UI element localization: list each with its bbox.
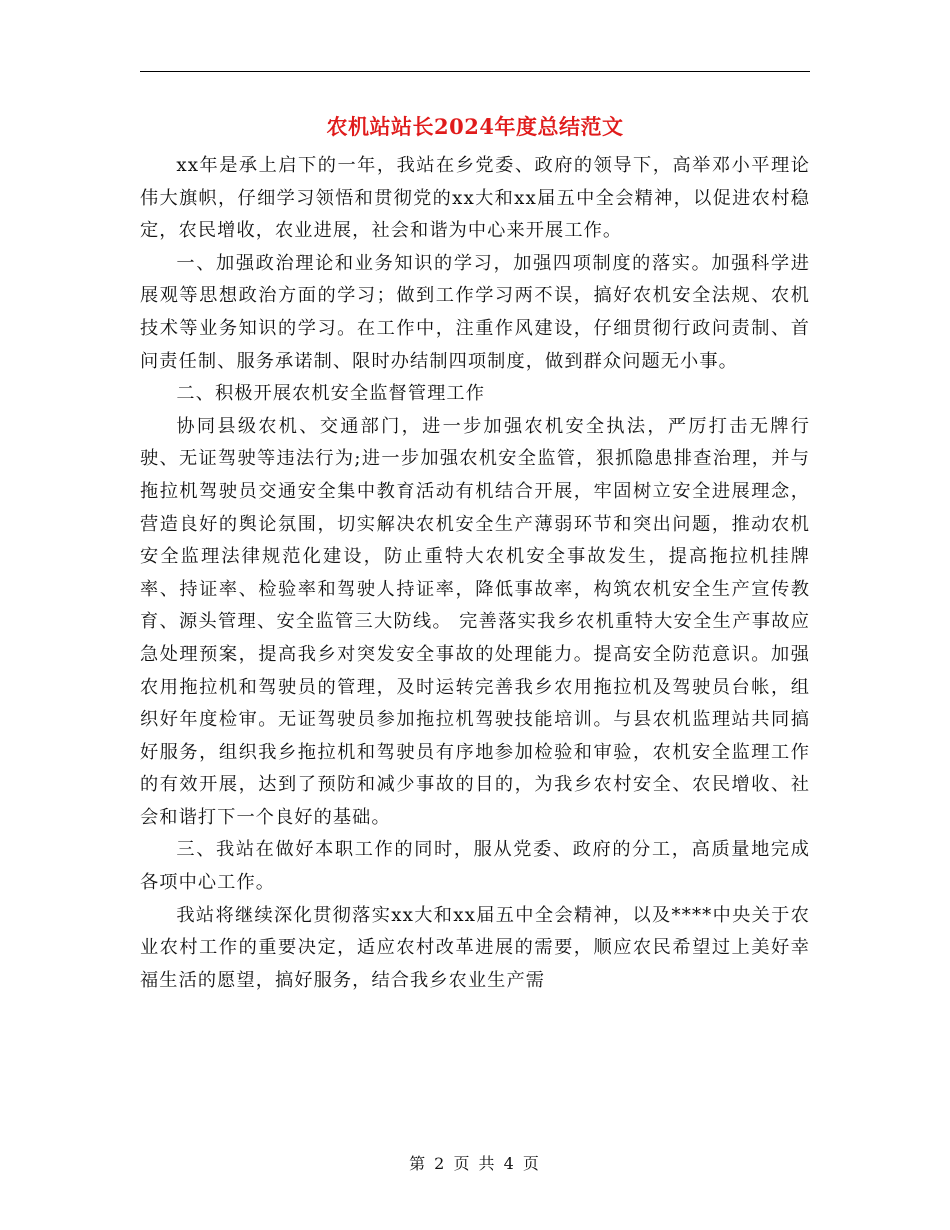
paragraph-intro: xx年是承上启下的一年，我站在乡党委、政府的领导下，高举邓小平理论伟大旗帜，仔细学习领悟和贯彻党的xx大和xx届五中全会精神，以促进农村稳定，农民增收，农业进展，社会和谐为中心来开展工作。 [140, 155, 810, 242]
document-body [140, 150, 810, 997]
paragraph-section-2-heading: 二、积极开展农机安全监督管理工作 [176, 383, 485, 405]
header-rule [140, 71, 810, 72]
paragraph-section-1: 一、加强政治理论和业务知识的学习，加强四项制度的落实。加强科学进展观等思想政治方面的学习；做到工作学习两不误，搞好农机安全法规、农机技术等业务知识的学习。在工作中，注重作风建设，仔细贯彻行政问责制、首问责任制、服务承诺制、限时办结制四项制度，做到群众问题无小事。 [140, 252, 810, 372]
paragraph-section-2-body: 协同县级农机、交通部门，进一步加强农机安全执法，严厉打击无牌行驶、无证驾驶等违法行为;进一步加强农机安全监管，狠抓隐患排查治理，并与拖拉机驾驶员交通安全集中教育活动有机结合开展，牢固树立安全进展理念，营造良好的舆论氛围，切实解决农机安全生产薄弱环节和突出问题，推动农机安全监理法律规范化建设，防止重特大农机安全事故发生，提高拖拉机挂牌率、持证率、检验率和驾驶人持证率，降低事故率，构筑农机安全生产宣传教育、源头管理、安全监管三大防线。 完善落实我乡农机重特大安全生产事故应急处理预案，提高我乡对突发安全事故的处理能力。提高安全防范意识。加强农用拖拉机和驾驶员的管理，及时运转完善我乡农用拖拉机及驾驶员台帐，组织好年度检审。无证驾驶员参加拖拉机驾驶技能培训。与县农机监理站共同搞好服务，组织我乡拖拉机和驾驶员有序地参加检验和审验，农机安全监理工作的有效开展，达到了预防和减少事故的目的，为我乡农村安全、农民增收、社会和谐打下一个良好的基础。 [140, 415, 810, 828]
page-number-footer: 第 2 页 共 4 页 [409, 1154, 541, 1173]
paragraph-section-3: 三、我站在做好本职工作的同时，服从党委、政府的分工，高质量地完成各项中心工作。 [140, 839, 810, 894]
paragraph-closing: 我站将继续深化贯彻落实xx大和xx届五中全会精神，以及****中央关于农业农村工作的重要决定，适应农村改革进展的需要，顺应农民希望过上美好幸福生活的愿望，搞好服务，结合我乡农业生产需 [140, 904, 810, 991]
document-title: 农机站站长2024年度总结范文 [326, 114, 624, 139]
